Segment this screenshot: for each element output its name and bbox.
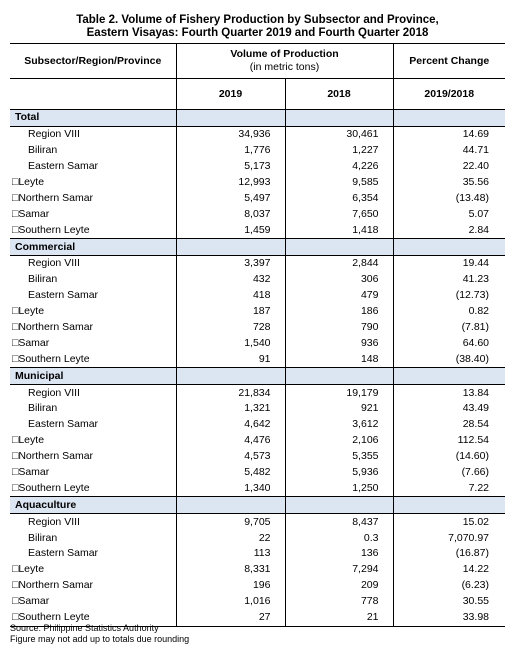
percent-change: 0.82: [468, 305, 489, 318]
section-blank-cell: [393, 368, 505, 385]
table-row: [10, 159, 505, 175]
value-2019: 1,459: [176, 222, 285, 238]
title-line-2: Eastern Visayas: Fourth Quarter 2019 and Fourth Quarter 2018: [86, 27, 429, 39]
table-row: [10, 351, 505, 367]
table-row: [10, 320, 505, 336]
value-2019: 196: [176, 578, 285, 594]
row-label: □Leyte: [10, 562, 176, 578]
row-label: □Southern Leyte: [10, 222, 176, 238]
value-2019: 3,397: [176, 256, 285, 272]
section-blank-cell: [285, 110, 393, 127]
table-row: [10, 190, 505, 206]
percent-change: 22.40: [462, 160, 489, 173]
percent-change: 7.22: [468, 481, 489, 494]
percent-change: (12.73): [455, 289, 489, 302]
table-row: [10, 401, 505, 417]
value-2018: 209: [285, 578, 393, 594]
value-2018: 921: [285, 401, 393, 417]
value-2019: 432: [176, 272, 285, 288]
value-2019: 8,331: [176, 562, 285, 578]
row-label: □Southern Leyte: [10, 480, 176, 496]
value-2019: 187: [176, 304, 285, 320]
value-2018: 1,418: [285, 222, 393, 238]
row-label: Region VIII: [10, 514, 176, 530]
value-2018: 1,250: [285, 480, 393, 496]
section-blank-cell: [176, 239, 285, 256]
table-row: [10, 594, 505, 610]
percent-change: (13.48): [455, 191, 489, 204]
percent-change: 35.56: [462, 176, 489, 188]
table-row: [10, 546, 505, 562]
section-blank-cell: [393, 239, 505, 256]
section-blank-cell: [285, 368, 393, 385]
section-blank-cell: [393, 497, 505, 514]
row-label: □Northern Samar: [10, 320, 176, 336]
value-2019: 4,573: [176, 449, 285, 465]
value-2019: 4,476: [176, 433, 285, 449]
percent-change: (7.81): [461, 321, 489, 334]
value-2018: 1,227: [285, 143, 393, 159]
row-label: □Samar: [10, 465, 176, 481]
row-label: Eastern Samar: [10, 417, 176, 433]
table-row: [10, 256, 505, 272]
value-2018: 9,585: [285, 175, 393, 191]
table-row: [10, 143, 505, 159]
value-2019: 1,016: [176, 594, 285, 610]
header-period: 2019/2018: [393, 79, 505, 110]
percent-change: (6.23): [461, 579, 489, 592]
value-2018: 4,226: [285, 159, 393, 175]
value-2018: 3,612: [285, 417, 393, 433]
value-2018: 936: [285, 335, 393, 351]
row-label: Region VIII: [10, 126, 176, 142]
row-label: □Leyte: [10, 175, 176, 191]
table-row: [10, 480, 505, 496]
table-row: [10, 465, 505, 481]
section-title: Total: [10, 110, 176, 127]
table-row: [10, 335, 505, 351]
percent-change: 2.84: [468, 223, 489, 236]
value-2018: 306: [285, 272, 393, 288]
percent-change: 19.44: [462, 257, 489, 270]
table-body: [10, 110, 505, 627]
row-label: □Samar: [10, 594, 176, 610]
value-2018: 6,354: [285, 190, 393, 206]
table-row: [10, 175, 505, 191]
value-2018: 136: [285, 546, 393, 562]
table-header: [10, 44, 505, 110]
percent-change: 30.55: [462, 595, 489, 608]
value-2019: 418: [176, 288, 285, 304]
section-blank-cell: [393, 110, 505, 127]
row-label: Region VIII: [10, 385, 176, 401]
table-row: [10, 562, 505, 578]
value-2019: 5,482: [176, 465, 285, 481]
value-2019: 9,705: [176, 514, 285, 530]
row-label: □Northern Samar: [10, 578, 176, 594]
value-2019: 22: [176, 530, 285, 546]
header-percent-change: Percent Change: [393, 44, 505, 79]
value-2019: 4,642: [176, 417, 285, 433]
table-row: [10, 530, 505, 546]
row-label: □Northern Samar: [10, 190, 176, 206]
table-row: [10, 288, 505, 304]
value-2019: 728: [176, 320, 285, 336]
percent-change: 41.23: [462, 273, 489, 286]
value-2019: 12,993: [176, 175, 285, 191]
percent-change: 64.60: [462, 336, 489, 349]
percent-change: (38.40): [455, 352, 489, 365]
table-row: [10, 449, 505, 465]
header-volume-unit: (in metric tons): [249, 61, 320, 73]
section-blank-cell: [285, 239, 393, 256]
row-label: Region VIII: [10, 256, 176, 272]
value-2018: 790: [285, 320, 393, 336]
value-2018: 21: [285, 610, 393, 626]
value-2019: 91: [176, 351, 285, 367]
percent-change: 15.02: [462, 515, 489, 528]
row-label: □Leyte: [10, 433, 176, 449]
value-2018: 5,355: [285, 449, 393, 465]
value-2018: 2,106: [285, 433, 393, 449]
table-row: [10, 206, 505, 222]
section-header-row: [10, 368, 505, 385]
value-2018: 0.3: [285, 530, 393, 546]
table-row: [10, 272, 505, 288]
row-label: □Southern Leyte: [10, 351, 176, 367]
percent-change: 43.49: [462, 402, 489, 415]
percent-change: 14.22: [462, 563, 489, 576]
row-label: Biliran: [10, 143, 176, 159]
value-2018: 7,294: [285, 562, 393, 578]
source-note: Source: Philippine Statistics Authority: [10, 623, 159, 633]
section-header-row: [10, 497, 505, 514]
value-2018: 2,844: [285, 256, 393, 272]
value-2019: 1,321: [176, 401, 285, 417]
table-row: [10, 222, 505, 238]
percent-change: 7,070.97: [448, 531, 489, 544]
percent-change: (16.87): [455, 547, 489, 560]
table-row: [10, 417, 505, 433]
header-year-2019: 2019: [176, 79, 285, 110]
row-label: □Southern Leyte: [10, 610, 176, 626]
section-header-row: [10, 110, 505, 127]
section-blank-cell: [176, 497, 285, 514]
row-label: Biliran: [10, 272, 176, 288]
section-blank-cell: [176, 110, 285, 127]
percent-change: 14.69: [462, 128, 489, 141]
table-row: [10, 578, 505, 594]
title-line-1: Table 2. Volume of Fishery Production by Subsector and Province,: [76, 14, 439, 26]
row-label: Eastern Samar: [10, 546, 176, 562]
value-2019: 1,540: [176, 335, 285, 351]
section-header-row: [10, 239, 505, 256]
section-title: Municipal: [10, 368, 176, 385]
row-label: Eastern Samar: [10, 159, 176, 175]
value-2018: 7,650: [285, 206, 393, 222]
section-title: Commercial: [10, 239, 176, 256]
table-row: [10, 433, 505, 449]
value-2018: 5,936: [285, 465, 393, 481]
row-label: □Samar: [10, 206, 176, 222]
table-title: [0, 14, 515, 40]
value-2019: 8,037: [176, 206, 285, 222]
value-2018: 186: [285, 304, 393, 320]
percent-change: 28.54: [462, 418, 489, 431]
header-blank: [10, 79, 176, 110]
percent-change: 13.84: [462, 386, 489, 399]
percent-change: (7.66): [461, 466, 489, 479]
value-2018: 479: [285, 288, 393, 304]
row-label: Biliran: [10, 401, 176, 417]
value-2018: 8,437: [285, 514, 393, 530]
value-2019: 1,340: [176, 480, 285, 496]
fishery-production-table: [10, 43, 505, 627]
percent-change: 33.98: [393, 610, 505, 626]
table-row: [10, 304, 505, 320]
value-2019: 27: [176, 610, 285, 626]
table-row: [10, 385, 505, 401]
percent-change: 44.71: [462, 144, 489, 157]
value-2019: 34,936: [176, 126, 285, 142]
header-year-2018: 2018: [285, 79, 393, 110]
value-2018: 30,461: [285, 126, 393, 142]
value-2018: 19,179: [285, 385, 393, 401]
row-label: □Leyte: [10, 304, 176, 320]
table-row: [10, 514, 505, 530]
row-label: □Samar: [10, 335, 176, 351]
percent-change: 112.54: [457, 434, 489, 447]
value-2019: 21,834: [176, 385, 285, 401]
rounding-note: Figure may not add up to totals due rounding: [10, 634, 190, 644]
value-2019: 113: [176, 546, 285, 562]
row-label: □Northern Samar: [10, 449, 176, 465]
header-subsector: Subsector/Region/Province: [10, 44, 176, 79]
value-2019: 5,173: [176, 159, 285, 175]
header-volume-label: Volume of Production: [230, 48, 339, 60]
percent-change: (14.60): [455, 450, 489, 463]
value-2018: 778: [285, 594, 393, 610]
section-blank-cell: [176, 368, 285, 385]
row-label: Biliran: [10, 530, 176, 546]
percent-change: 5.07: [468, 207, 489, 220]
section-blank-cell: [285, 497, 393, 514]
row-label: Eastern Samar: [10, 288, 176, 304]
value-2019: 5,497: [176, 190, 285, 206]
header-volume: [176, 44, 393, 79]
value-2018: 148: [285, 351, 393, 367]
value-2019: 1,776: [176, 143, 285, 159]
table-row: [10, 126, 505, 142]
section-title: Aquaculture: [10, 497, 176, 514]
